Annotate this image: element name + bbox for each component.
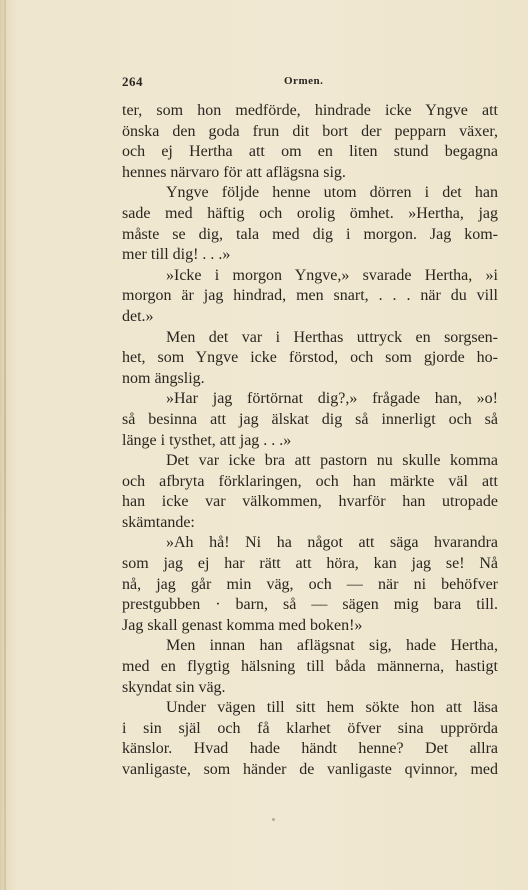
text-line: morgon är jag hindrad, men snart, . . . när du vill xyxy=(122,287,498,305)
text-line: nom ängslig. xyxy=(122,369,205,387)
text-line: nå, jag går min väg, och — när ni behöfver xyxy=(122,575,498,593)
text-line: hennes närvaro för att aflägsna sig. xyxy=(122,163,346,181)
text-line: med en flygtig hälsning till båda männerna, hastigt xyxy=(122,658,498,676)
text-line: Men det var i Herthas uttryck en sorgsen- xyxy=(166,328,498,346)
text-line: och afbryta förklaringen, och han märkte väl att xyxy=(122,472,498,490)
text-line: Men innan han aflägsnat sig, hade Hertha, xyxy=(166,637,498,655)
text-line: mer till dig! . . .» xyxy=(122,246,231,264)
body-text xyxy=(122,101,498,781)
text-line: sade med häftig och orolig ömhet. »Hertha, jag xyxy=(122,204,498,222)
text-line: måste se dig, tala med dig i morgon. Jag kom- xyxy=(122,225,498,243)
page-gutter xyxy=(4,0,6,890)
running-title: Ormen. xyxy=(284,75,324,87)
text-line: i sin själ och få klarhet öfver sina upprörda xyxy=(122,719,498,737)
text-line: länge i tysthet, att jag . . .» xyxy=(122,431,292,449)
text-line: känslor. Hvad hade händt henne? Det allra xyxy=(122,740,498,758)
text-line: Det var icke bra att pastorn nu skulle komma xyxy=(166,452,498,470)
text-line: »Har jag förtörnat dig?,» frågade han, »o! xyxy=(166,390,498,408)
text-line: så besinna att jag älskat dig så innerligt och så xyxy=(122,410,498,428)
text-line: han icke var välkommen, hvarför han utropade xyxy=(122,493,498,511)
text-line: »Ah hå! Ni ha något att säga hvarandra xyxy=(166,534,498,552)
text-line: och ej Hertha att om en liten stund begagna xyxy=(122,143,498,161)
text-line: prestgubben · barn, så — sägen mig bara till. xyxy=(122,596,498,614)
paper-speck xyxy=(272,818,275,821)
running-head xyxy=(122,74,498,94)
text-line: Jag skall genast komma med boken!» xyxy=(122,616,363,634)
text-line: önska den goda frun dit bort der pepparn växer, xyxy=(122,122,498,140)
text-line: skyndat sin väg. xyxy=(122,678,226,696)
text-line: vanligaste, som händer de vanligaste qvinnor, med xyxy=(122,761,498,778)
text-line: det.» xyxy=(122,307,154,325)
text-line: ter, som hon medförde, hindrade icke Yngve att xyxy=(122,102,498,119)
text-line: Yngve följde henne utom dörren i det han xyxy=(166,184,498,202)
page-number: 264 xyxy=(122,74,143,89)
text-line: Under vägen till sitt hem sökte hon att läsa xyxy=(166,699,498,717)
text-line: het, som Yngve icke förstod, och som gjorde ho- xyxy=(122,349,498,367)
text-line: »Icke i morgon Yngve,» svarade Hertha, »i xyxy=(166,266,498,284)
text-line: som jag ej har rätt att höra, kan jag se! Nå xyxy=(122,555,498,573)
text-line: skämtande: xyxy=(122,513,195,531)
